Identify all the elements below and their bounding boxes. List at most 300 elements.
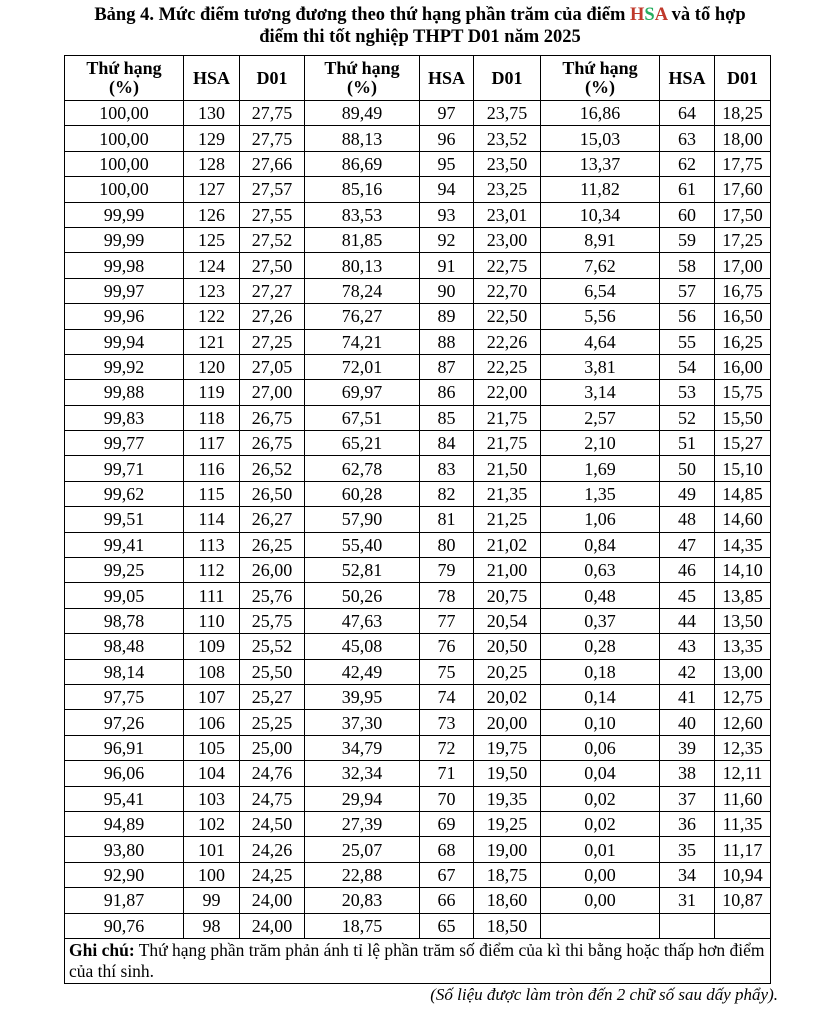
cell-hsa: 34	[660, 862, 715, 887]
header-d01: D01	[474, 56, 541, 101]
cell-rank: 91,87	[65, 888, 184, 913]
cell-rank: 99,97	[65, 278, 184, 303]
cell-d01: 17,50	[715, 202, 771, 227]
cell-d01: 14,35	[715, 532, 771, 557]
cell-rank: 0,10	[541, 710, 660, 735]
cell-d01: 14,10	[715, 558, 771, 583]
cell-d01: 14,60	[715, 507, 771, 532]
cell-d01	[715, 913, 771, 938]
cell-rank: 67,51	[305, 405, 420, 430]
cell-hsa: 40	[660, 710, 715, 735]
cell-hsa: 91	[420, 253, 474, 278]
cell-hsa: 84	[420, 431, 474, 456]
cell-d01: 27,25	[240, 329, 305, 354]
header-rank-line2: (%)	[347, 77, 377, 97]
cell-rank: 74,21	[305, 329, 420, 354]
cell-rank: 76,27	[305, 304, 420, 329]
cell-hsa: 119	[184, 380, 240, 405]
cell-rank: 6,54	[541, 278, 660, 303]
table-row	[65, 329, 771, 354]
cell-rank: 2,57	[541, 405, 660, 430]
cell-d01: 15,50	[715, 405, 771, 430]
cell-d01: 10,87	[715, 888, 771, 913]
cell-d01: 20,00	[474, 710, 541, 735]
table-row	[65, 507, 771, 532]
cell-d01: 26,50	[240, 481, 305, 506]
cell-rank: 18,75	[305, 913, 420, 938]
cell-rank: 29,94	[305, 786, 420, 811]
cell-rank: 39,95	[305, 684, 420, 709]
cell-rank: 69,97	[305, 380, 420, 405]
cell-d01: 21,02	[474, 532, 541, 557]
cell-hsa: 41	[660, 684, 715, 709]
cell-rank: 50,26	[305, 583, 420, 608]
table-row	[65, 481, 771, 506]
cell-hsa: 82	[420, 481, 474, 506]
cell-d01: 12,60	[715, 710, 771, 735]
cell-d01: 20,54	[474, 608, 541, 633]
cell-hsa: 81	[420, 507, 474, 532]
cell-hsa: 51	[660, 431, 715, 456]
cell-hsa: 85	[420, 405, 474, 430]
cell-hsa: 50	[660, 456, 715, 481]
cell-d01: 20,75	[474, 583, 541, 608]
cell-rank: 98,48	[65, 634, 184, 659]
cell-rank: 99,77	[65, 431, 184, 456]
cell-d01: 19,25	[474, 811, 541, 836]
cell-hsa: 58	[660, 253, 715, 278]
cell-d01: 11,35	[715, 811, 771, 836]
cell-hsa: 56	[660, 304, 715, 329]
cell-hsa: 47	[660, 532, 715, 557]
cell-hsa: 127	[184, 177, 240, 202]
cell-hsa: 112	[184, 558, 240, 583]
cell-d01: 22,75	[474, 253, 541, 278]
cell-hsa: 35	[660, 837, 715, 862]
cell-rank: 3,81	[541, 354, 660, 379]
cell-d01: 27,00	[240, 380, 305, 405]
cell-rank: 99,96	[65, 304, 184, 329]
table-header-row	[65, 56, 771, 101]
table-row	[65, 659, 771, 684]
cell-hsa: 65	[420, 913, 474, 938]
cell-hsa: 114	[184, 507, 240, 532]
cell-hsa: 63	[660, 126, 715, 151]
table-row	[65, 532, 771, 557]
title-line2: điểm thi tốt nghiệp THPT D01 năm 2025	[259, 27, 581, 47]
cell-rank: 99,51	[65, 507, 184, 532]
cell-hsa: 89	[420, 304, 474, 329]
cell-hsa: 83	[420, 456, 474, 481]
table-row	[65, 151, 771, 176]
table-row	[65, 837, 771, 862]
table-row	[65, 126, 771, 151]
cell-rank: 7,62	[541, 253, 660, 278]
cell-hsa: 55	[660, 329, 715, 354]
cell-d01: 17,25	[715, 227, 771, 252]
cell-d01: 24,25	[240, 862, 305, 887]
table-row	[65, 101, 771, 126]
cell-hsa: 96	[420, 126, 474, 151]
cell-d01: 18,60	[474, 888, 541, 913]
cell-hsa: 38	[660, 761, 715, 786]
note-row	[65, 938, 771, 983]
cell-d01: 27,75	[240, 101, 305, 126]
cell-rank: 94,89	[65, 811, 184, 836]
cell-rank: 0,37	[541, 608, 660, 633]
table-row	[65, 253, 771, 278]
header-rank-line1: Thứ hạng	[86, 58, 162, 78]
title-hsa-h: H	[630, 5, 645, 25]
cell-rank: 0,63	[541, 558, 660, 583]
header-rank-percent	[541, 56, 660, 101]
cell-hsa: 86	[420, 380, 474, 405]
table-row	[65, 227, 771, 252]
cell-rank: 99,83	[65, 405, 184, 430]
cell-rank: 20,83	[305, 888, 420, 913]
cell-rank: 99,05	[65, 583, 184, 608]
cell-hsa: 128	[184, 151, 240, 176]
cell-rank: 99,62	[65, 481, 184, 506]
cell-hsa: 57	[660, 278, 715, 303]
cell-d01: 16,75	[715, 278, 771, 303]
table-row	[65, 354, 771, 379]
cell-d01: 27,75	[240, 126, 305, 151]
cell-rank: 100,00	[65, 126, 184, 151]
cell-d01: 27,50	[240, 253, 305, 278]
cell-hsa: 62	[660, 151, 715, 176]
cell-d01: 22,25	[474, 354, 541, 379]
table-row	[65, 913, 771, 938]
cell-rank: 72,01	[305, 354, 420, 379]
table-row	[65, 456, 771, 481]
cell-d01: 25,76	[240, 583, 305, 608]
cell-hsa: 95	[420, 151, 474, 176]
cell-rank: 47,63	[305, 608, 420, 633]
cell-rank: 37,30	[305, 710, 420, 735]
cell-d01: 15,27	[715, 431, 771, 456]
cell-rank: 81,85	[305, 227, 420, 252]
cell-hsa: 61	[660, 177, 715, 202]
cell-d01: 21,25	[474, 507, 541, 532]
cell-rank: 42,49	[305, 659, 420, 684]
header-d01: D01	[240, 56, 305, 101]
cell-hsa: 31	[660, 888, 715, 913]
title-hsa-s: S	[644, 5, 655, 25]
cell-rank: 22,88	[305, 862, 420, 887]
cell-d01: 18,25	[715, 101, 771, 126]
cell-hsa: 78	[420, 583, 474, 608]
cell-hsa: 88	[420, 329, 474, 354]
table-row	[65, 811, 771, 836]
cell-d01: 27,52	[240, 227, 305, 252]
cell-rank: 0,02	[541, 811, 660, 836]
cell-d01: 27,66	[240, 151, 305, 176]
table-row	[65, 177, 771, 202]
cell-rank: 25,07	[305, 837, 420, 862]
cell-rank: 55,40	[305, 532, 420, 557]
cell-hsa: 74	[420, 684, 474, 709]
cell-d01: 25,00	[240, 735, 305, 760]
cell-rank: 99,88	[65, 380, 184, 405]
table-row	[65, 888, 771, 913]
cell-hsa: 98	[184, 913, 240, 938]
cell-rank: 0,02	[541, 786, 660, 811]
cell-d01: 23,01	[474, 202, 541, 227]
cell-d01: 27,27	[240, 278, 305, 303]
cell-d01: 23,50	[474, 151, 541, 176]
cell-rank: 10,34	[541, 202, 660, 227]
cell-rank: 0,01	[541, 837, 660, 862]
table-row	[65, 304, 771, 329]
cell-rank: 0,06	[541, 735, 660, 760]
cell-hsa: 97	[420, 101, 474, 126]
table-body	[65, 101, 771, 939]
cell-d01: 19,00	[474, 837, 541, 862]
header-rank-line1: Thứ hạng	[324, 58, 400, 78]
cell-rank: 99,98	[65, 253, 184, 278]
cell-hsa: 49	[660, 481, 715, 506]
cell-rank: 86,69	[305, 151, 420, 176]
cell-rank: 99,99	[65, 202, 184, 227]
note-text: Thứ hạng phần trăm phản ánh tỉ lệ phần trăm số điểm của kì thi bằng hoặc thấp hơn điểm của thí sinh.	[69, 939, 765, 981]
cell-rank: 15,03	[541, 126, 660, 151]
cell-hsa: 123	[184, 278, 240, 303]
cell-d01: 14,85	[715, 481, 771, 506]
cell-rank: 0,00	[541, 888, 660, 913]
cell-hsa: 45	[660, 583, 715, 608]
table-row	[65, 786, 771, 811]
cell-rank: 1,35	[541, 481, 660, 506]
cell-hsa: 66	[420, 888, 474, 913]
cell-hsa: 71	[420, 761, 474, 786]
cell-d01: 19,50	[474, 761, 541, 786]
cell-hsa: 130	[184, 101, 240, 126]
cell-rank: 1,69	[541, 456, 660, 481]
cell-rank: 80,13	[305, 253, 420, 278]
cell-rank: 4,64	[541, 329, 660, 354]
cell-d01: 25,50	[240, 659, 305, 684]
cell-rank: 96,91	[65, 735, 184, 760]
cell-rank: 93,80	[65, 837, 184, 862]
cell-d01: 24,00	[240, 913, 305, 938]
cell-d01: 21,50	[474, 456, 541, 481]
cell-rank: 52,81	[305, 558, 420, 583]
cell-rank: 85,16	[305, 177, 420, 202]
cell-hsa: 44	[660, 608, 715, 633]
table-row	[65, 608, 771, 633]
table-row	[65, 202, 771, 227]
cell-hsa: 87	[420, 354, 474, 379]
cell-hsa: 106	[184, 710, 240, 735]
cell-hsa: 39	[660, 735, 715, 760]
cell-hsa: 111	[184, 583, 240, 608]
cell-d01: 24,50	[240, 811, 305, 836]
cell-d01: 16,50	[715, 304, 771, 329]
cell-hsa: 115	[184, 481, 240, 506]
cell-rank: 0,84	[541, 532, 660, 557]
cell-hsa: 110	[184, 608, 240, 633]
cell-d01: 25,27	[240, 684, 305, 709]
cell-rank: 65,21	[305, 431, 420, 456]
title-suffix: và tổ hợp	[667, 5, 746, 25]
cell-rank: 99,25	[65, 558, 184, 583]
cell-rank: 45,08	[305, 634, 420, 659]
cell-rank: 2,10	[541, 431, 660, 456]
cell-d01: 24,26	[240, 837, 305, 862]
cell-hsa: 102	[184, 811, 240, 836]
cell-d01: 20,50	[474, 634, 541, 659]
cell-d01: 19,75	[474, 735, 541, 760]
cell-d01: 13,35	[715, 634, 771, 659]
cell-hsa: 54	[660, 354, 715, 379]
cell-hsa: 90	[420, 278, 474, 303]
cell-rank: 32,34	[305, 761, 420, 786]
header-rank-line1: Thứ hạng	[562, 58, 638, 78]
cell-rank: 98,14	[65, 659, 184, 684]
header-rank-percent	[65, 56, 184, 101]
cell-rank: 98,78	[65, 608, 184, 633]
cell-d01: 22,50	[474, 304, 541, 329]
cell-rank: 95,41	[65, 786, 184, 811]
note-cell	[65, 938, 771, 983]
cell-hsa: 100	[184, 862, 240, 887]
cell-rank: 0,18	[541, 659, 660, 684]
cell-d01: 22,26	[474, 329, 541, 354]
cell-hsa: 48	[660, 507, 715, 532]
table-row	[65, 583, 771, 608]
cell-d01: 16,00	[715, 354, 771, 379]
table-row	[65, 431, 771, 456]
table-row	[65, 710, 771, 735]
table-row	[65, 735, 771, 760]
cell-hsa: 121	[184, 329, 240, 354]
cell-rank: 97,26	[65, 710, 184, 735]
cell-rank: 99,41	[65, 532, 184, 557]
cell-d01: 27,26	[240, 304, 305, 329]
cell-d01: 27,55	[240, 202, 305, 227]
cell-rank: 0,04	[541, 761, 660, 786]
cell-hsa: 124	[184, 253, 240, 278]
cell-d01: 17,00	[715, 253, 771, 278]
cell-rank: 3,14	[541, 380, 660, 405]
cell-rank: 13,37	[541, 151, 660, 176]
cell-hsa: 118	[184, 405, 240, 430]
cell-hsa: 43	[660, 634, 715, 659]
cell-hsa: 125	[184, 227, 240, 252]
cell-d01: 20,25	[474, 659, 541, 684]
cell-hsa: 52	[660, 405, 715, 430]
cell-d01: 20,02	[474, 684, 541, 709]
cell-rank: 83,53	[305, 202, 420, 227]
cell-d01: 23,25	[474, 177, 541, 202]
cell-hsa: 99	[184, 888, 240, 913]
header-d01: D01	[715, 56, 771, 101]
cell-rank: 1,06	[541, 507, 660, 532]
cell-d01: 11,17	[715, 837, 771, 862]
cell-rank: 99,92	[65, 354, 184, 379]
note-label: Ghi chú:	[69, 939, 135, 960]
cell-hsa: 76	[420, 634, 474, 659]
cell-d01: 18,00	[715, 126, 771, 151]
table-row	[65, 380, 771, 405]
cell-hsa: 101	[184, 837, 240, 862]
cell-rank	[541, 913, 660, 938]
cell-rank: 96,06	[65, 761, 184, 786]
cell-d01: 26,52	[240, 456, 305, 481]
table-row	[65, 862, 771, 887]
cell-d01: 27,57	[240, 177, 305, 202]
cell-d01: 10,94	[715, 862, 771, 887]
cell-d01: 25,25	[240, 710, 305, 735]
cell-rank: 27,39	[305, 811, 420, 836]
cell-d01: 22,70	[474, 278, 541, 303]
cell-hsa: 80	[420, 532, 474, 557]
cell-d01: 19,35	[474, 786, 541, 811]
cell-hsa: 109	[184, 634, 240, 659]
cell-d01: 12,35	[715, 735, 771, 760]
cell-d01: 23,75	[474, 101, 541, 126]
cell-d01: 25,52	[240, 634, 305, 659]
cell-hsa: 122	[184, 304, 240, 329]
cell-d01: 26,00	[240, 558, 305, 583]
cell-rank: 100,00	[65, 177, 184, 202]
cell-rank: 5,56	[541, 304, 660, 329]
cell-hsa: 117	[184, 431, 240, 456]
cell-d01: 23,52	[474, 126, 541, 151]
cell-hsa: 68	[420, 837, 474, 862]
cell-hsa: 59	[660, 227, 715, 252]
cell-d01: 26,75	[240, 431, 305, 456]
cell-rank: 0,28	[541, 634, 660, 659]
cell-rank: 78,24	[305, 278, 420, 303]
cell-hsa: 60	[660, 202, 715, 227]
cell-d01: 22,00	[474, 380, 541, 405]
cell-rank: 92,90	[65, 862, 184, 887]
cell-d01: 15,10	[715, 456, 771, 481]
cell-hsa: 105	[184, 735, 240, 760]
cell-hsa: 104	[184, 761, 240, 786]
cell-hsa: 69	[420, 811, 474, 836]
cell-d01: 26,75	[240, 405, 305, 430]
cell-d01: 12,75	[715, 684, 771, 709]
header-rank-line2: (%)	[109, 77, 139, 97]
score-table	[64, 55, 771, 984]
cell-hsa: 72	[420, 735, 474, 760]
cell-d01: 23,00	[474, 227, 541, 252]
cell-d01: 21,75	[474, 405, 541, 430]
cell-hsa: 77	[420, 608, 474, 633]
cell-hsa: 116	[184, 456, 240, 481]
cell-hsa: 37	[660, 786, 715, 811]
cell-rank: 57,90	[305, 507, 420, 532]
cell-d01: 21,75	[474, 431, 541, 456]
title-prefix: Bảng 4. Mức điểm tương đương theo thứ hạng phần trăm của điểm	[94, 5, 631, 25]
cell-rank: 16,86	[541, 101, 660, 126]
cell-rank: 0,48	[541, 583, 660, 608]
cell-hsa: 36	[660, 811, 715, 836]
cell-hsa: 120	[184, 354, 240, 379]
rounding-footnote: (Số liệu được làm tròn đến 2 chữ số sau dấy phẩy).	[430, 985, 778, 1004]
cell-d01: 27,05	[240, 354, 305, 379]
cell-hsa: 53	[660, 380, 715, 405]
cell-d01: 18,50	[474, 913, 541, 938]
header-hsa: HSA	[420, 56, 474, 101]
table-row	[65, 405, 771, 430]
cell-rank: 8,91	[541, 227, 660, 252]
cell-hsa	[660, 913, 715, 938]
cell-rank: 89,49	[305, 101, 420, 126]
